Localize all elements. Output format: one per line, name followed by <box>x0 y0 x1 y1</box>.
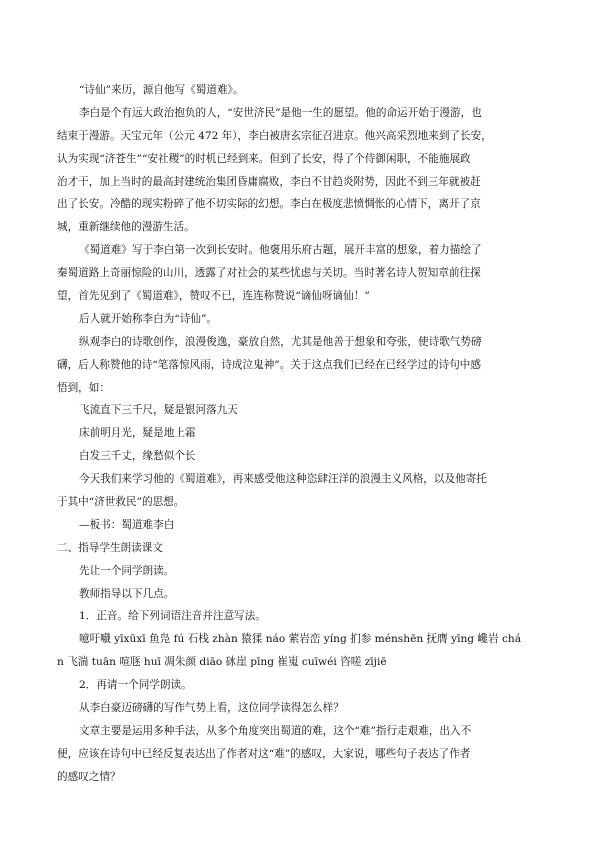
text-line: 出了长安。冷酷的现实粉碎了他不切实际的幻想。李白在极度悲愤惆怅的心情下，离开了京 <box>57 198 481 211</box>
text-line: 悟到，如： <box>57 381 110 394</box>
text-line: 噫吁嚱 yīxūxī 鱼凫 fú 石栈 zhàn 猿猱 náo 萦岩峦 yíng 扪参 ménshēn 抚膺 yīng 巉岩 chá <box>79 633 522 646</box>
text-line: 从李白豪迈磅礴的写作气势上看，这位同学读得怎么样？ <box>79 702 344 715</box>
text-line: —板书：蜀道难李白 <box>79 518 175 531</box>
text-line: 礴，后人称赞他的诗“笔落惊风雨，诗成泣鬼神”。关于这点我们已经在已经学过的诗句中感 <box>57 358 481 371</box>
text-line: 秦蜀道路上奇丽惊险的山川，透露了对社会的某些忧虑与关切。当时著名诗人贺知章前往探 <box>57 267 481 280</box>
text-line: 2．再请一个同学朗读。 <box>79 679 192 692</box>
text-line: 飞流直下三千尺，疑是银河落九天 <box>79 404 238 417</box>
text-line: 的感叹之情？ <box>57 770 121 783</box>
text-line: 纵观李白的诗歌创作，浪漫俊逸，豪放自然，尤其是他善于想象和夸张，使诗歌气势磅 <box>79 335 482 348</box>
text-line: 后人就开始称李白为“诗仙”。 <box>79 312 217 325</box>
text-line: 白发三千丈，缘愁似个长 <box>79 450 196 463</box>
text-line: 李白是个有远大政治抱负的人，“安世济民”是他一生的愿望。他的命运开始于漫游，也 <box>79 106 482 119</box>
text-line: 结束于漫游。天宝元年（公元 472 年），李白被唐玄宗征召进京。他兴高采烈地来到了长安， <box>57 129 492 142</box>
text-line: 《蜀道难》写于李白第一次到长安时。他褒用乐府古题，展开丰富的想象，着力描绘了 <box>79 244 482 257</box>
text-line: 先让一个同学朗读。 <box>79 564 175 577</box>
text-line: 1．正音。给下列词语注音并注意写法。 <box>79 610 266 623</box>
text-line: 今天我们来学习他的《蜀道难》，再来感受他这种恣肆汪洋的浪漫主义风格，以及他寄托 <box>79 473 487 486</box>
text-line: 望，首先见到了《蜀道难》，赞叹不已，连连称赞说“谪仙呀谪仙！” <box>57 290 370 303</box>
text-line: 二、指导学生朗读课文 <box>57 541 163 554</box>
text-line: n 飞湍 tuān 喧豗 huī 凋朱颜 diāo 砯崖 pīng 崔嵬 cuīwéi 咨嗟 zījiē <box>57 656 387 669</box>
text-line: 便，应该在诗句中已经反复表达出了作者对这“难”的感叹，大家说，哪些句子表达了作者 <box>57 747 471 760</box>
text-line: 教师指导以下几点。 <box>79 587 175 600</box>
text-line: 认为实现“济苍生”“安社稷”的时机已经到来。但到了长安，得了个侍御闲职，不能施展政 <box>57 152 471 165</box>
text-line: 于其中“济世救民”的思想。 <box>57 496 185 509</box>
text-line: 床前明月光，疑是地上霜 <box>79 427 196 440</box>
text-line: 城，重新继续他的漫游生活。 <box>57 221 195 234</box>
text-line: 治才干，加上当时的最高封建统治集团昏庸腐败，李白不甘趋炎附势，因此不到三年就被赶 <box>57 175 481 188</box>
text-line: “诗仙”来历，源自他写《蜀道难》。 <box>79 84 244 96</box>
text-line: 文章主要是运用多种手法，从多个角度突出蜀道的难，这个“难”指行走艰难，出入不 <box>79 724 472 737</box>
